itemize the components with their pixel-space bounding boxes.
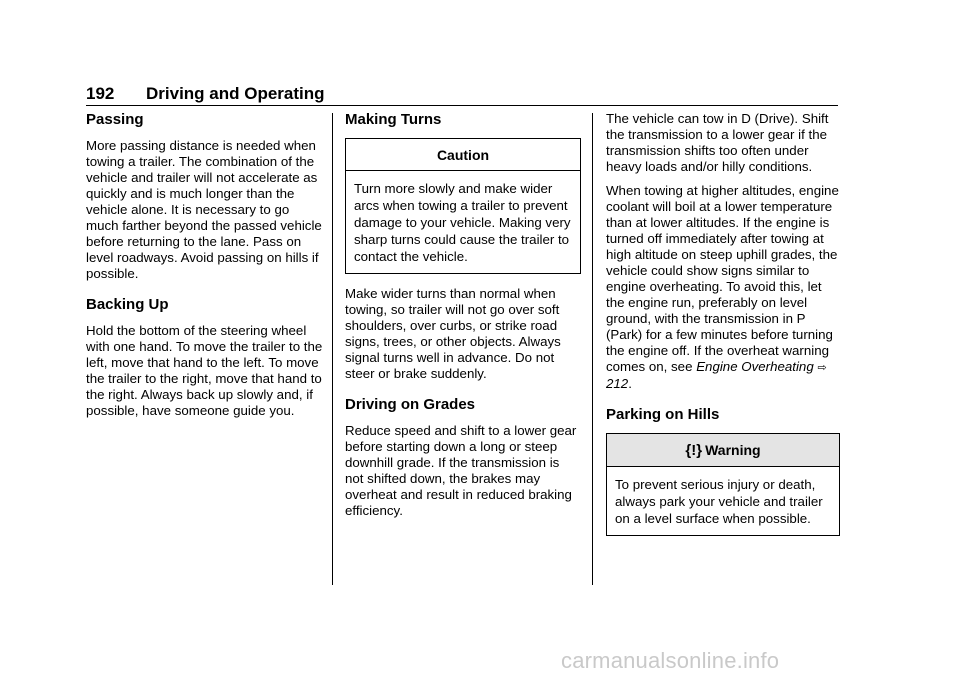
warning-header: [607, 434, 839, 467]
turns-text: Make wider turns than normal when towing, so trailer will not go over soft shoulders, over curbs, or strike road signs, trees, or other objects. Always signal turns well in advance. Do not steer or brake suddenly.: [345, 286, 561, 381]
column-middle: [345, 111, 581, 527]
page-header: [86, 83, 838, 106]
heading-passing: Passing: [86, 111, 144, 128]
grades-text: Reduce speed and shift to a lower gear before starting down a long or steep downhill grade. If the transmission is not shifted down, the brakes may overheat and result in reduced braking efficiency.: [345, 423, 577, 518]
section-title: Driving and Operating: [146, 84, 325, 103]
column-right: [606, 111, 840, 548]
link-title: Engine Overheating: [696, 359, 814, 374]
warning-box: [606, 433, 840, 536]
altitude-text: [606, 183, 840, 392]
page-number: 192: [86, 84, 115, 103]
column-left: [86, 111, 324, 427]
caution-title: Caution: [346, 139, 580, 171]
page-ref-arrow-icon: ⇨: [817, 362, 827, 374]
link-page: 212: [606, 376, 629, 391]
sentence-end: .: [628, 376, 632, 391]
caution-box: [345, 138, 581, 274]
watermark: carmanualsonline.info: [561, 648, 780, 673]
drive-gear-text: The vehicle can tow in D (Drive). Shift the transmission to a lower gear if the transmission shifts too often under heavy loads and/or hilly conditions.: [606, 111, 829, 174]
heading-backing-up: Backing Up: [86, 296, 169, 313]
caution-text: Turn more slowly and make wider arcs when towing a trailer to prevent damage to your vehicle. Making very sharp turns could cause the trailer to contact the vehicle.: [354, 181, 571, 264]
altitude-body: When towing at higher altitudes, engine coolant will boil at a lower temperature than at lower altitudes. If the engine is turned off immediately after towing at high altitude on steep uphill grades, the vehicle could show signs similar to engine overheating. To avoid this, let the engine run, preferably on level ground, with the transmission in P (Park) for a few minutes before turning the engine off. If the overheat warning comes on, see: [606, 183, 839, 374]
warning-icon: {!}: [685, 442, 703, 459]
column-divider: [332, 113, 333, 585]
warning-text: To prevent serious injury or death, always park your vehicle and trailer on a level surface when possible.: [615, 477, 823, 526]
passing-text: More passing distance is needed when towing a trailer. The combination of the vehicle and trailer will not accelerate as quickly and is much longer than the vehicle alone. It is necessary to go much farther beyond the passed vehicle before returning to the lane. Pass on level roadways. Avoid passing on hills if possible.: [86, 138, 322, 281]
heading-making-turns: Making Turns: [345, 111, 442, 128]
heading-parking-on-hills: Parking on Hills: [606, 406, 720, 423]
backing-up-text: Hold the bottom of the steering wheel with one hand. To move the trailer to the left, move that hand to the left. To move the trailer to the right, move that hand to the right. Always back up slowly and, if possible, have someone guide you.: [86, 323, 323, 418]
warning-title: Warning: [705, 442, 761, 458]
heading-driving-on-grades: Driving on Grades: [345, 396, 476, 413]
column-divider: [592, 113, 593, 585]
